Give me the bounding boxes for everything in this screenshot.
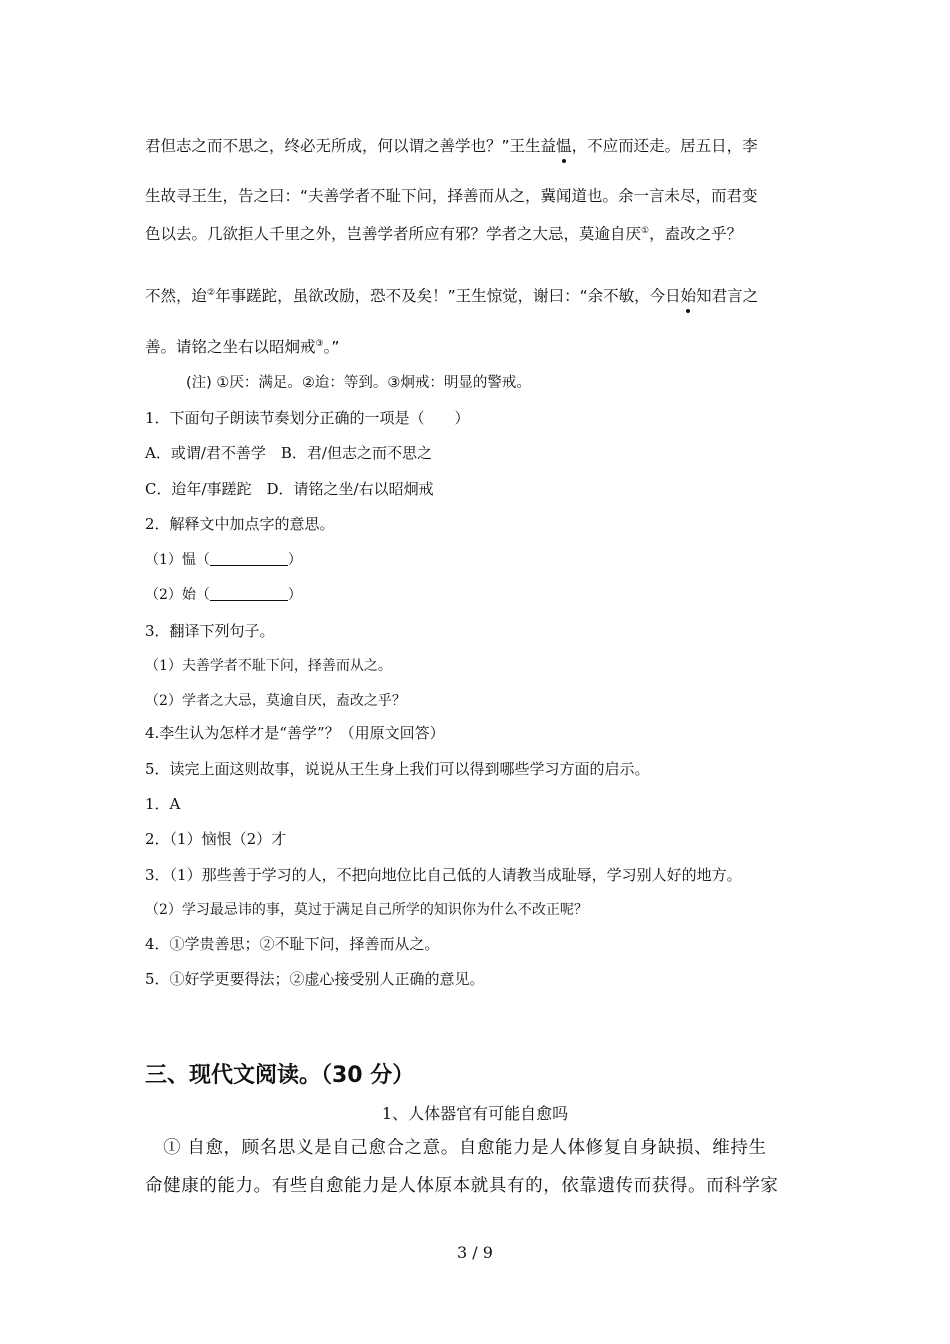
close-paren: ） [287, 587, 302, 603]
answer-2: 2．（1）恼恨（2）才 [145, 830, 287, 848]
article-title: 1、人体器官有可能自愈吗 [381, 1104, 569, 1123]
passage-text: 善。请铭之坐右以昭炯戒 [145, 338, 316, 356]
answer-5: 5．①好学更要得法；②虚心接受别人正确的意见。 [145, 970, 485, 988]
answer-1: 1．A [145, 795, 181, 813]
footnote-marker: ① [641, 225, 650, 236]
question-2-1 [145, 549, 302, 569]
dotted-char-yun: 愠 [556, 134, 572, 156]
article-paragraph-line-2: 命健康的能力。有些自愈能力是人体原本就具有的，依靠遗传而获得。而科学家 [145, 1176, 779, 1196]
question-5: 5．读完上面这则故事，说说从王生身上我们可以得到哪些学习方面的启示。 [145, 760, 650, 778]
passage-text: ，不应而还走。居五日，李 [571, 137, 758, 155]
passage-note: (注) ①厌：满足。②迨：等到。③炯戒：明显的警戒。 [186, 375, 531, 391]
section-heading: 三、现代文阅读。（30 分） [145, 1063, 415, 1088]
passage-text: 知君言之 [696, 287, 759, 305]
question-4: 4.李生认为怎样才是“善学”？（用原文回答） [145, 724, 445, 742]
question-3: 3．翻译下列句子。 [145, 622, 275, 640]
answer-4: 4．①学贵善思；②不耻下问，择善而从之。 [145, 935, 440, 953]
passage-text: 年事蹉跎，虽欲改励，恐不及矣！”王生惊觉，谢曰：“余不敏，今日 [215, 287, 681, 305]
passage-text: 色以去。几欲拒人千里之外，岂善学者所应有邪？学者之大忌，莫逾自厌 [145, 225, 642, 243]
question-1-options-cd: C．迨年/事蹉跎 D．请铭之坐/右以昭炯戒 [145, 480, 434, 498]
passage-line-1 [145, 134, 758, 156]
answer-3-2: （2）学习最忌讳的事，莫过于满足自己所学的知识你为什么不改正呢？ [145, 902, 588, 918]
close-paren: ） [287, 552, 302, 568]
question-3-2: （2）学者之大忌，莫逾自厌，盍改之乎？ [145, 693, 406, 709]
passage-line-5 [145, 335, 339, 357]
answer-blank[interactable] [210, 586, 288, 601]
question-1-options-ab: A．或谓/君不善学 B．君/但志之而不思之 [145, 444, 432, 462]
page-number: 3 / 9 [457, 1243, 493, 1262]
passage-line-3 [145, 222, 742, 244]
passage-line-2: 生故寻王生，告之曰：“夫善学者不耻下问，择善而从之，冀闻道也。余一言未尽，而君变 [145, 187, 758, 205]
passage-text: 君但志之而不思之，终必无所成，何以谓之善学也？”王生益 [145, 137, 557, 155]
article-paragraph-line-1: ① 自愈，顾名思义是自己愈合之意。自愈能力是人体修复自身缺损、维持生 [145, 1138, 767, 1158]
question-2-1-label: （1）愠（ [145, 552, 210, 568]
answer-3-1: 3．（1）那些善于学习的人，不把向地位比自己低的人请教当成耻辱，学习别人好的地方。 [145, 866, 742, 884]
footnote-marker: ② [207, 287, 216, 298]
footnote-marker: ③ [315, 338, 324, 349]
question-2-2-label: （2）始（ [145, 587, 210, 603]
passage-text: ，盍改之乎？ [649, 225, 743, 243]
answer-blank[interactable] [210, 551, 288, 566]
question-2-2 [145, 584, 302, 604]
passage-text: 不然，迨 [145, 287, 208, 305]
passage-text: 。” [323, 338, 340, 356]
passage-line-4 [145, 284, 758, 306]
question-1: 1．下面句子朗读节奏划分正确的一项是（ ） [145, 409, 470, 427]
question-3-1: （1）夫善学者不耻下问，择善而从之。 [145, 658, 392, 674]
question-2: 2．解释文中加点字的意思。 [145, 515, 335, 533]
dotted-char-shi: 始 [681, 284, 697, 306]
